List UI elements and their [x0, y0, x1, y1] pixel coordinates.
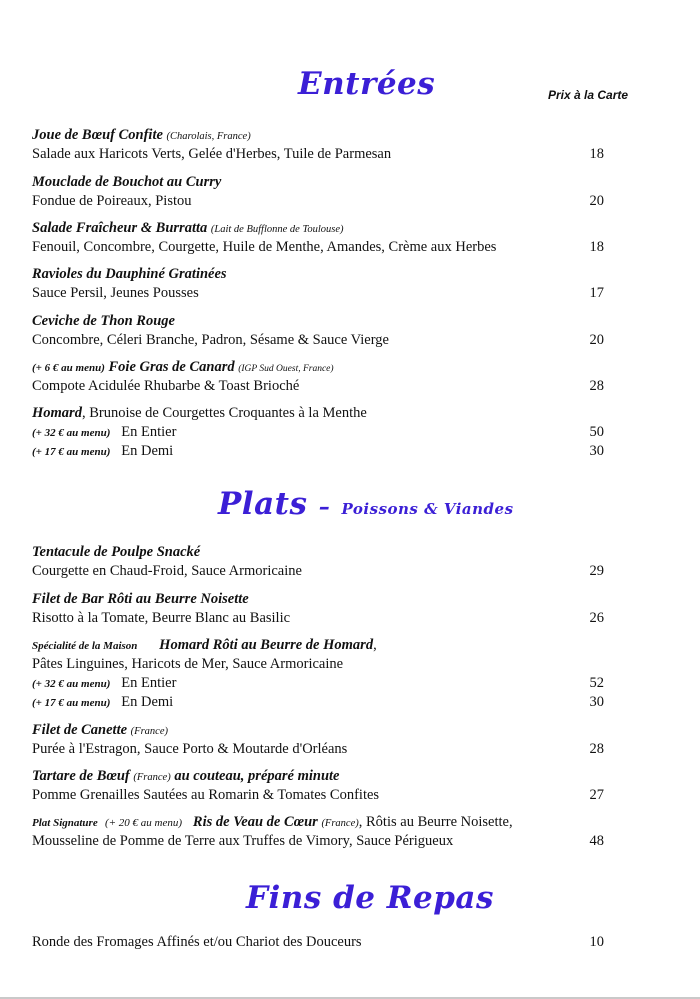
item-supplement: (+ 32 € au menu)	[32, 678, 111, 690]
item-name: Homard	[32, 405, 82, 421]
item-name: Tartare de Bœuf	[32, 768, 130, 784]
item-desc: Fondue de Poireaux, Pistou	[32, 193, 192, 209]
menu-item-bar	[32, 590, 612, 628]
entrees-title: Entrées	[298, 66, 436, 102]
menu-item-ris-de-veau	[32, 813, 612, 851]
item-note: (Charolais, France)	[166, 131, 251, 142]
plats-subtitle: Poissons & Viandes	[341, 500, 514, 518]
item-desc: Pâtes Linguines, Haricots de Mer, Sauce Armoricaine	[32, 656, 344, 672]
item-desc: , Brunoise de Courgettes Croquantes à la Menthe	[81, 405, 367, 421]
menu-item-ravioles	[32, 265, 612, 303]
prix-carte-label: Prix à la Carte	[548, 88, 629, 102]
plats-dash: –	[318, 494, 331, 520]
item-desc: Compote Acidulée Rhubarbe & Toast Brioché	[32, 378, 300, 394]
item-name: Ris de Veau de Cœur	[192, 814, 318, 830]
item-price: 28	[589, 378, 604, 394]
item-price: 26	[589, 610, 604, 626]
item-desc: Concombre, Céleri Branche, Padron, Sésame & Sauce Vierge	[32, 332, 389, 348]
option-label: En Entier	[121, 675, 177, 691]
item-name: Foie Gras de Canard	[108, 359, 235, 375]
item-name: Mouclade de Bouchot au Curry	[32, 174, 222, 190]
item-name-rest: au couteau, préparé minute	[174, 768, 340, 784]
item-desc: Ronde des Fromages Affinés et/ou Chariot des Douceurs	[32, 934, 362, 950]
item-desc: Mousseline de Pomme de Terre aux Truffes de Vimory, Sauce Périgueux	[32, 833, 454, 849]
item-desc: Risotto à la Tomate, Beurre Blanc au Basilic	[32, 610, 291, 626]
item-price: 18	[589, 146, 604, 162]
item-price: 20	[589, 332, 604, 348]
menu-item-joue	[32, 126, 612, 164]
item-price: 52	[589, 675, 604, 691]
menu-item-mouclade	[32, 173, 612, 211]
item-price: 10	[589, 934, 604, 950]
item-price: 50	[589, 424, 604, 440]
item-price: 18	[589, 239, 604, 255]
item-price: 30	[589, 443, 604, 459]
option-label: En Demi	[121, 694, 174, 710]
item-supplement: (+ 17 € au menu)	[32, 697, 111, 709]
signature-tag: Plat Signature	[32, 817, 98, 829]
menu-item-ceviche	[32, 312, 612, 350]
item-name: Homard Rôti au Beurre de Homard	[159, 637, 374, 653]
item-supplement: (+ 20 € au menu)	[104, 817, 183, 829]
item-note: (France)	[130, 726, 168, 737]
item-name: Tentacule de Poulpe Snacké	[32, 544, 201, 560]
menu-item-homard-roti	[32, 636, 612, 712]
item-price: 17	[589, 285, 604, 301]
specialite-tag: Spécialité de la Maison	[32, 640, 138, 652]
item-note: (France)	[133, 772, 171, 783]
item-supplement: (+ 6 € au menu)	[32, 362, 105, 374]
item-price: 29	[589, 563, 604, 579]
item-name: Joue de Bœuf Confite	[32, 127, 163, 143]
option-label: En Entier	[121, 424, 177, 440]
item-note: (France)	[321, 818, 359, 829]
item-name: Filet de Canette	[32, 722, 128, 738]
item-name: Filet de Bar Rôti au Beurre Noisette	[32, 591, 249, 607]
item-price: 20	[589, 193, 604, 209]
item-desc: Pomme Grenailles Sautées au Romarin & Tomates Confites	[32, 787, 380, 803]
item-desc: Courgette en Chaud-Froid, Sauce Armoricaine	[32, 563, 302, 579]
item-price: 48	[589, 833, 604, 849]
fins-title: Fins de Repas	[246, 880, 494, 916]
plats-title-text: Plats	[218, 486, 308, 522]
menu-item-foie-gras	[32, 358, 612, 396]
menu-item-salade	[32, 219, 612, 257]
item-desc: Purée à l'Estragon, Sauce Porto & Moutarde d'Orléans	[32, 741, 348, 757]
item-note: (IGP Sud Ouest, France)	[238, 364, 334, 374]
item-price: 27	[589, 787, 604, 803]
item-desc-rest: , Rôtis au Beurre Noisette,	[358, 814, 513, 830]
item-note: (Lait de Bufflonne de Toulouse)	[210, 224, 344, 235]
item-comma: ,	[373, 637, 377, 653]
item-name: Ravioles du Dauphiné Gratinées	[32, 266, 227, 282]
item-name: Ceviche de Thon Rouge	[32, 313, 175, 329]
item-desc: Sauce Persil, Jeunes Pousses	[32, 285, 199, 301]
menu-item-tartare	[32, 767, 612, 805]
menu-item-fromages	[32, 933, 612, 952]
option-label: En Demi	[121, 443, 174, 459]
item-name: Salade Fraîcheur & Burratta	[32, 220, 208, 236]
item-price: 30	[589, 694, 604, 710]
plats-title	[218, 486, 514, 522]
menu-item-homard	[32, 404, 612, 461]
item-supplement: (+ 32 € au menu)	[32, 427, 111, 439]
menu-item-canette	[32, 721, 612, 759]
menu-item-poulpe	[32, 543, 612, 581]
item-desc: Fenouil, Concombre, Courgette, Huile de Menthe, Amandes, Crème aux Herbes	[32, 239, 497, 255]
item-supplement: (+ 17 € au menu)	[32, 446, 111, 458]
item-desc: Salade aux Haricots Verts, Gelée d'Herbes, Tuile de Parmesan	[32, 146, 392, 162]
item-price: 28	[589, 741, 604, 757]
